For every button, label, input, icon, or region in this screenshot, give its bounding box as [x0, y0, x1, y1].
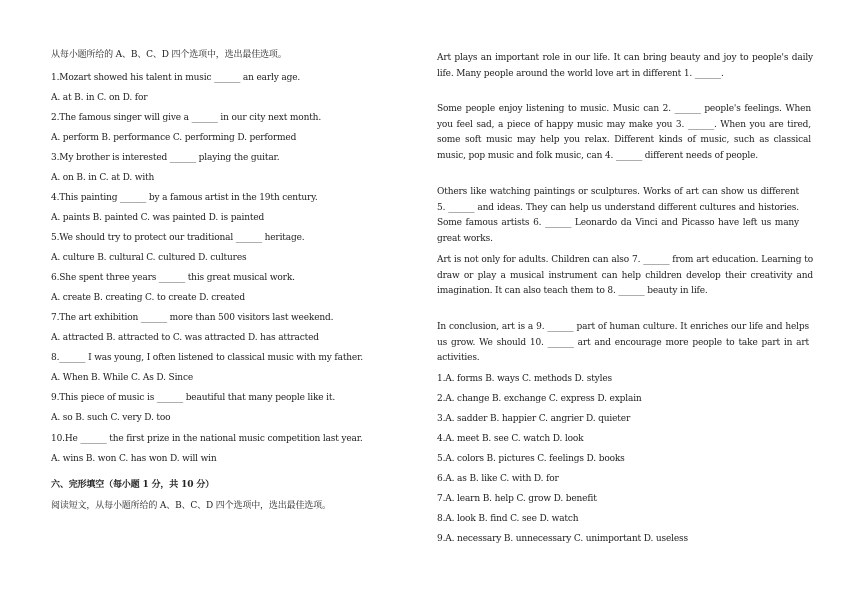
option-line-5: 5.A. colors B. pictures C. feelings D. books — [437, 454, 625, 464]
question-8-options: A. When B. While C. As D. Since — [51, 373, 194, 383]
question-1: 1.Mozart showed his talent in music ______ an early age. — [51, 73, 301, 83]
passage-paragraph-5: In conclusion, art is a 9. ______ part of human culture. It enriches our life and helps us grow. We should 10. ______ art and encourage more people to take part in art activities. — [437, 322, 809, 363]
section-title: 六、完形填空（每小题 1 分，共 10 分） — [51, 480, 215, 490]
instruction-text: 从每小题所给的 A、B、C、D 四个选项中，选出最佳选项。 — [51, 50, 287, 60]
question-6-options: A. create B. creating C. to create D. created — [51, 293, 245, 303]
option-line-6: 6.A. as B. like C. with D. for — [437, 474, 559, 484]
question-2: 2.The famous singer will give a ______ in our city next month. — [51, 113, 322, 123]
question-5-options: A. culture B. cultural C. cultured D. cultures — [51, 253, 247, 263]
passage-paragraph-4: Art is not only for adults. Children can also 7. ______ from art education. Learning to draw or play a musical instrument can help children develop their creativity and imagination. It can also teach them to 8. ______ beauty in life. — [437, 255, 813, 296]
question-9: 9.This piece of music is ______ beautiful that many people like it. — [51, 393, 336, 403]
question-2-options: A. perform B. performance C. performing D. performed — [51, 133, 297, 143]
question-4-options: A. paints B. painted C. was painted D. is painted — [51, 213, 265, 223]
question-10-options: A. wins B. won C. has won D. will win — [51, 454, 217, 464]
passage-paragraph-3: Others like watching paintings or sculptures. Works of art can show us different 5. ______ and ideas. They can help us understand different cultures and histories. Some famous artists 6. ______ Leonardo da Vinci and Picasso have left us many great works. — [437, 187, 799, 244]
question-1-options: A. at B. in C. on D. for — [51, 93, 148, 103]
option-line-7: 7.A. learn B. help C. grow D. benefit — [437, 494, 597, 504]
option-line-4: 4.A. meet B. see C. watch D. look — [437, 434, 584, 444]
passage-paragraph-1: Art plays an important role in our life. It can bring beauty and joy to people's daily life. Many people around the world love art in different 1. ______. — [437, 53, 813, 79]
question-3-options: A. on B. in C. at D. with — [51, 173, 155, 183]
section-instruction: 阅读短文，从每小题所给的 A、B、C、D 四个选项中，选出最佳选项。 — [51, 501, 331, 511]
question-9-options: A. so B. such C. very D. too — [51, 413, 171, 423]
question-10: 10.He ______ the first prize in the national music competition last year. — [51, 434, 363, 444]
option-line-3: 3.A. sadder B. happier C. angrier D. quieter — [437, 414, 631, 424]
option-line-2: 2.A. change B. exchange C. express D. explain — [437, 394, 642, 404]
passage-paragraph-2: Some people enjoy listening to music. Music can 2. ______ people's feelings. When you feel sad, a piece of happy music may make you 3. ______. When you are tired, some soft music may help you relax. Different kinds of music, such as classical music, pop music and folk music, can 4. ______ different needs of people. — [437, 104, 811, 161]
question-7-options: A. attracted B. attracted to C. was attracted D. has attracted — [51, 333, 319, 343]
option-line-9: 9.A. necessary B. unnecessary C. unimportant D. useless — [437, 534, 688, 544]
question-8: 8.______ I was young, I often listened to classical music with my father. — [51, 353, 363, 363]
question-5: 5.We should try to protect our traditional ______ heritage. — [51, 233, 305, 243]
option-line-1: 1.A. forms B. ways C. methods D. styles — [437, 374, 612, 384]
question-6: 6.She spent three years ______ this great musical work. — [51, 273, 295, 283]
question-3: 3.My brother is interested ______ playing the guitar. — [51, 153, 280, 163]
question-4: 4.This painting ______ by a famous artist in the 19th century. — [51, 193, 318, 203]
option-line-8: 8.A. look B. find C. see D. watch — [437, 514, 579, 524]
question-7: 7.The art exhibition ______ more than 500 visitors last weekend. — [51, 313, 334, 323]
